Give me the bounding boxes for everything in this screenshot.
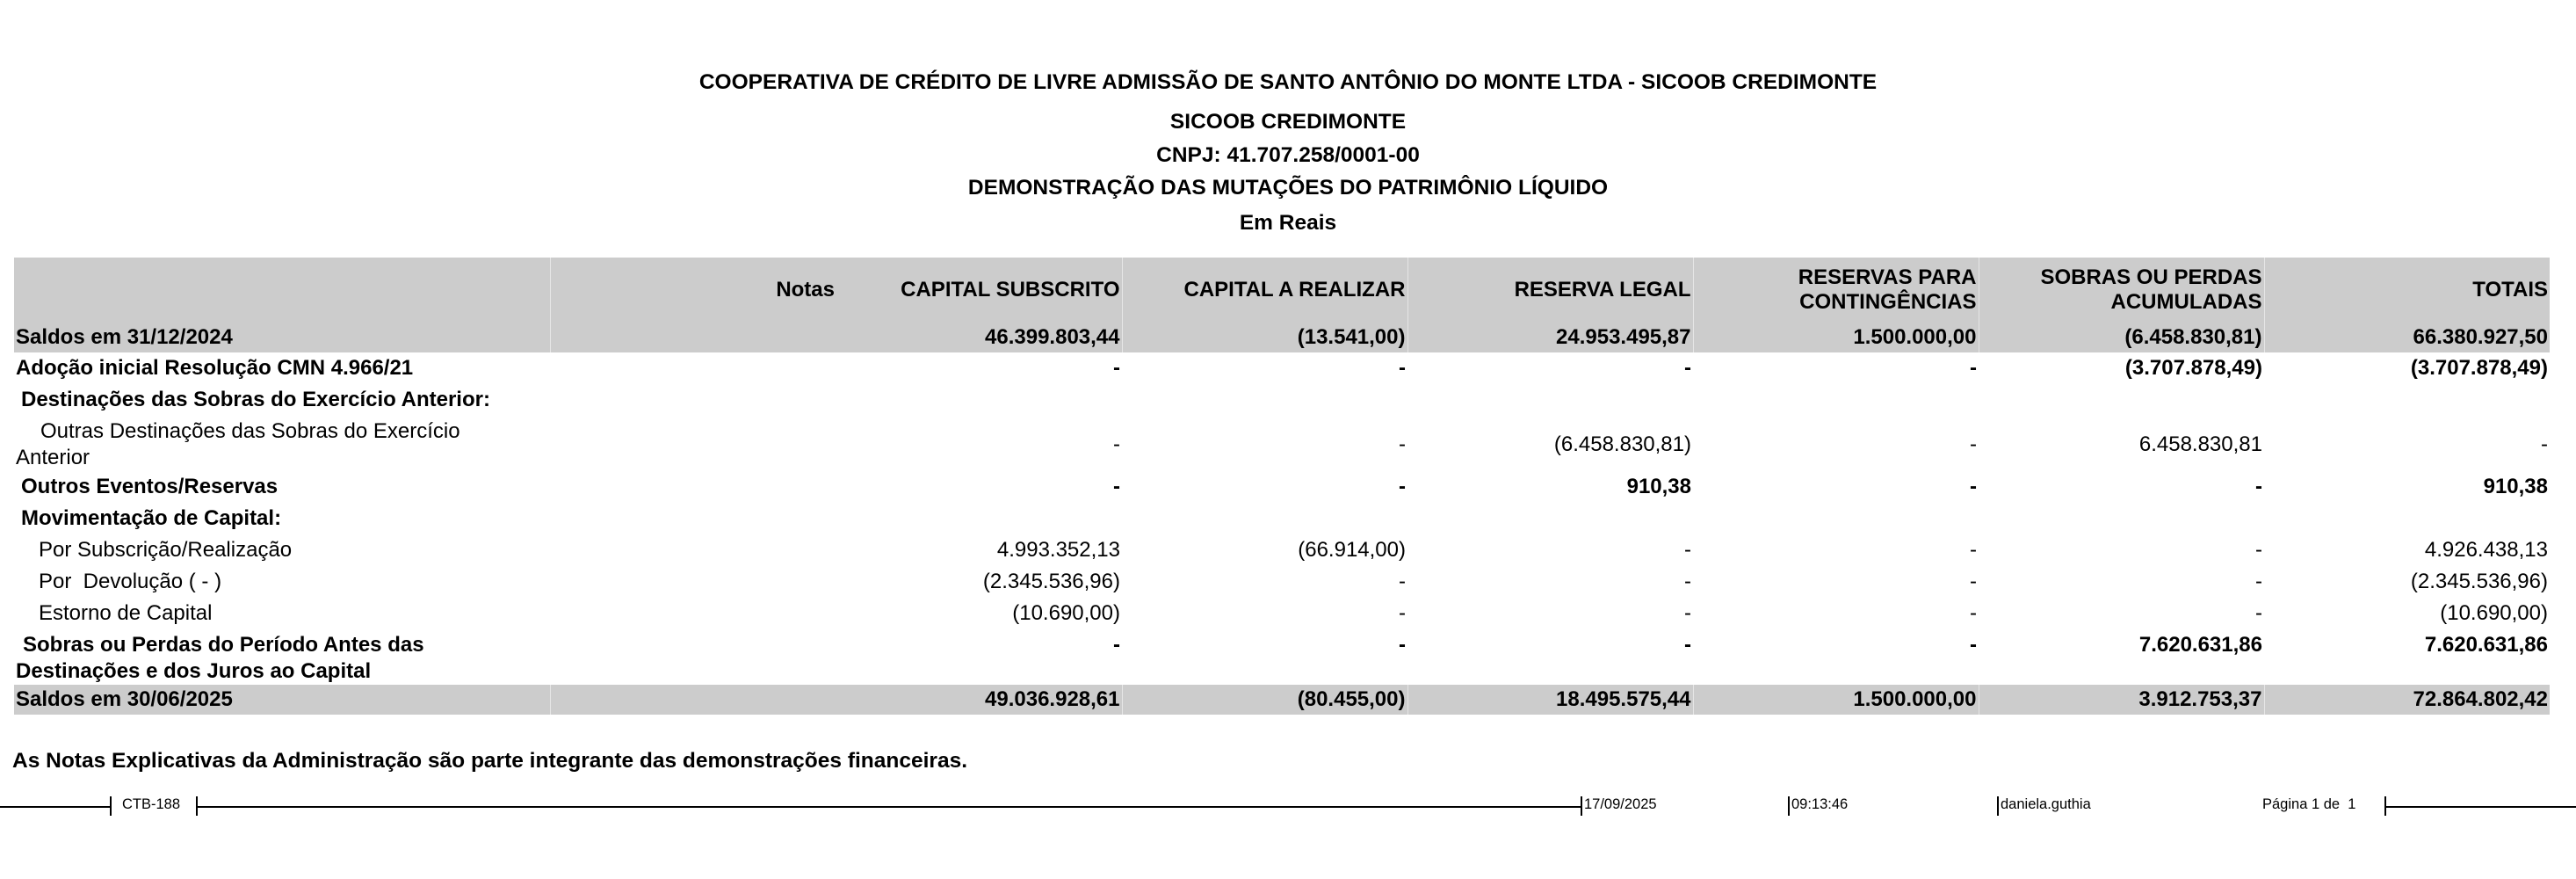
row-notas bbox=[550, 352, 836, 384]
cell-reservas-contingencias bbox=[1693, 503, 1979, 534]
col-header-capital-a-realizar: CAPITAL A REALIZAR bbox=[1122, 258, 1407, 323]
cell-reservas-contingencias: 1.500.000,00 bbox=[1693, 323, 1979, 352]
cell-sobras-perdas: (3.707.878,49) bbox=[2124, 356, 2262, 380]
cell-reserva-legal: (6.458.830,81) bbox=[1553, 432, 1691, 456]
footer-report-code: CTB-188 bbox=[122, 796, 181, 812]
footer-divider bbox=[1581, 796, 1582, 816]
footer-user: daniela.guthia bbox=[2001, 796, 2091, 812]
cell-capital-a-realizar: - bbox=[1399, 475, 1406, 498]
footer-rule bbox=[196, 806, 1581, 808]
row-notas bbox=[550, 566, 836, 598]
footer-page-number: Página 1 de 1 bbox=[2262, 796, 2356, 812]
cell-capital-a-realizar: (80.455,00) bbox=[1122, 685, 1407, 715]
row-label: Outras Destinações das Sobras do Exercício Anterior bbox=[16, 419, 460, 469]
cell-capital-subscrito bbox=[836, 503, 1122, 534]
cell-reservas-contingencias bbox=[1693, 384, 1979, 416]
cell-totais: 4.926.438,13 bbox=[2424, 538, 2548, 562]
footer-rule bbox=[0, 806, 110, 808]
cell-reservas-contingencias: - bbox=[1970, 601, 1977, 625]
cell-capital-subscrito: - bbox=[1113, 633, 1120, 657]
footer-divider bbox=[110, 796, 112, 816]
statement-title: DEMONSTRAÇÃO DAS MUTAÇÕES DO PATRIMÔNIO LÍQUIDO bbox=[967, 176, 1609, 200]
cell-sobras-perdas bbox=[1979, 384, 2264, 416]
table-row-section bbox=[14, 384, 2550, 416]
table-row bbox=[14, 416, 2550, 471]
short-name: SICOOB CREDIMONTE bbox=[1169, 110, 1407, 134]
col-header-sobras-perdas: SOBRAS OU PERDAS ACUMULADAS bbox=[1979, 258, 2264, 323]
row-label: Destinações das Sobras do Exercício Anterior: bbox=[21, 388, 490, 411]
cell-sobras-perdas: 3.912.753,37 bbox=[1979, 685, 2264, 715]
cell-reserva-legal: 18.495.575,44 bbox=[1407, 685, 1693, 715]
cell-totais: (3.707.878,49) bbox=[2410, 356, 2548, 380]
cell-capital-a-realizar: - bbox=[1399, 601, 1406, 625]
footer-time: 09:13:46 bbox=[1791, 796, 1849, 812]
cell-reservas-contingencias: - bbox=[1970, 633, 1977, 657]
cell-reservas-contingencias: - bbox=[1970, 538, 1977, 562]
col-header-description bbox=[14, 258, 550, 323]
footnote: As Notas Explicativas da Administração são parte integrante das demonstrações financeiras. bbox=[12, 749, 968, 773]
table-row bbox=[14, 598, 2550, 629]
cell-reserva-legal: - bbox=[1684, 356, 1691, 380]
cell-sobras-perdas bbox=[1979, 503, 2264, 534]
cell-reserva-legal: 24.953.495,87 bbox=[1407, 323, 1693, 352]
table-row bbox=[14, 566, 2550, 598]
cell-sobras-perdas: 7.620.631,86 bbox=[2138, 633, 2262, 657]
table-row bbox=[14, 471, 2550, 503]
footer-divider bbox=[1997, 796, 1999, 816]
footer-rule bbox=[2384, 806, 2576, 808]
row-label: Adoção inicial Resolução CMN 4.966/21 bbox=[16, 356, 414, 380]
cell-reserva-legal bbox=[1407, 384, 1693, 416]
cell-reservas-contingencias: - bbox=[1970, 570, 1977, 593]
cell-totais: 72.864.802,42 bbox=[2264, 685, 2550, 715]
cell-totais: 7.620.631,86 bbox=[2424, 633, 2548, 657]
cell-sobras-perdas: - bbox=[2255, 538, 2262, 562]
cell-totais: (2.345.536,96) bbox=[2410, 570, 2548, 593]
row-label: Por Subscrição/Realização bbox=[39, 538, 293, 562]
row-notas bbox=[550, 685, 836, 715]
cell-capital-subscrito bbox=[836, 384, 1122, 416]
cell-capital-a-realizar: - bbox=[1399, 633, 1406, 657]
table-row-section bbox=[14, 503, 2550, 534]
cell-totais: 66.380.927,50 bbox=[2264, 323, 2550, 352]
table-row bbox=[14, 534, 2550, 566]
cell-capital-subscrito: (2.345.536,96) bbox=[982, 570, 1120, 593]
col-header-reservas-contingencias: RESERVAS PARA CONTINGÊNCIAS bbox=[1693, 258, 1979, 323]
cell-sobras-perdas: - bbox=[2255, 475, 2262, 498]
row-notas bbox=[550, 534, 836, 566]
col-header-notas: Notas bbox=[550, 258, 836, 323]
cell-reserva-legal: - bbox=[1684, 570, 1691, 593]
cell-reservas-contingencias: - bbox=[1970, 475, 1977, 498]
col-header-totais: TOTAIS bbox=[2264, 258, 2550, 323]
cell-totais: - bbox=[2541, 432, 2548, 456]
cell-reservas-contingencias: 1.500.000,00 bbox=[1693, 685, 1979, 715]
cell-capital-a-realizar: - bbox=[1399, 432, 1406, 456]
cell-capital-subscrito: 49.036.928,61 bbox=[836, 685, 1122, 715]
cell-reservas-contingencias: - bbox=[1970, 432, 1977, 456]
cell-capital-subscrito: - bbox=[1113, 475, 1120, 498]
cell-reserva-legal bbox=[1407, 503, 1693, 534]
table-row bbox=[14, 629, 2550, 685]
row-notas bbox=[550, 416, 836, 471]
row-notas bbox=[550, 503, 836, 534]
col-header-capital-subscrito: CAPITAL SUBSCRITO bbox=[836, 258, 1122, 323]
cell-capital-subscrito: 4.993.352,13 bbox=[996, 538, 1120, 562]
row-notas bbox=[550, 598, 836, 629]
cell-sobras-perdas: (6.458.830,81) bbox=[1979, 323, 2264, 352]
row-label: Movimentação de Capital: bbox=[21, 506, 282, 530]
table-row bbox=[14, 352, 2550, 384]
cell-capital-subscrito: 46.399.803,44 bbox=[836, 323, 1122, 352]
company-name: COOPERATIVA DE CRÉDITO DE LIVRE ADMISSÃO DE SANTO ANTÔNIO DO MONTE LTDA - SICOOB CREDIMONTE bbox=[698, 70, 1878, 94]
cell-sobras-perdas: 6.458.830,81 bbox=[2138, 432, 2262, 456]
col-header-reserva-legal: RESERVA LEGAL bbox=[1407, 258, 1693, 323]
cell-capital-a-realizar bbox=[1122, 384, 1407, 416]
cell-capital-subscrito: - bbox=[1113, 356, 1120, 380]
footer-divider bbox=[1788, 796, 1790, 816]
cell-capital-a-realizar: (13.541,00) bbox=[1122, 323, 1407, 352]
cell-totais bbox=[2264, 503, 2550, 534]
cell-reserva-legal: - bbox=[1684, 601, 1691, 625]
cell-capital-subscrito: (10.690,00) bbox=[1012, 601, 1120, 625]
table-row-opening-balance bbox=[14, 323, 2550, 352]
currency-note: Em Reais bbox=[1239, 211, 1337, 235]
cell-reserva-legal: - bbox=[1684, 633, 1691, 657]
cell-reserva-legal: 910,38 bbox=[1626, 475, 1691, 498]
cell-capital-a-realizar bbox=[1122, 503, 1407, 534]
row-label: Por Devolução ( - ) bbox=[39, 570, 222, 593]
cell-reservas-contingencias: - bbox=[1970, 356, 1977, 380]
cell-sobras-perdas: - bbox=[2255, 570, 2262, 593]
cell-reserva-legal: - bbox=[1684, 538, 1691, 562]
cell-sobras-perdas: - bbox=[2255, 601, 2262, 625]
cell-capital-a-realizar: (66.914,00) bbox=[1298, 538, 1406, 562]
cell-totais: (10.690,00) bbox=[2440, 601, 2548, 625]
row-label: Saldos em 30/06/2025 bbox=[14, 685, 550, 715]
cell-capital-a-realizar: - bbox=[1399, 570, 1406, 593]
row-label: Saldos em 31/12/2024 bbox=[14, 323, 550, 352]
row-label: Sobras ou Perdas do Período Antes das Destinações e dos Juros ao Capital bbox=[16, 633, 424, 683]
row-label: Estorno de Capital bbox=[39, 601, 213, 625]
report-footer bbox=[0, 796, 2576, 817]
cnpj: CNPJ: 41.707.258/0001-00 bbox=[1156, 143, 1420, 167]
row-notas bbox=[550, 323, 836, 352]
row-label: Outros Eventos/Reservas bbox=[21, 475, 279, 498]
cell-capital-a-realizar: - bbox=[1399, 356, 1406, 380]
cell-totais: 910,38 bbox=[2483, 475, 2548, 498]
footer-date: 17/09/2025 bbox=[1584, 796, 1657, 812]
table-header-row bbox=[14, 258, 2550, 323]
row-notas bbox=[550, 471, 836, 503]
table-row-closing-balance bbox=[14, 685, 2550, 715]
equity-changes-table bbox=[14, 258, 2550, 715]
cell-capital-subscrito: - bbox=[1113, 432, 1120, 456]
cell-totais bbox=[2264, 384, 2550, 416]
